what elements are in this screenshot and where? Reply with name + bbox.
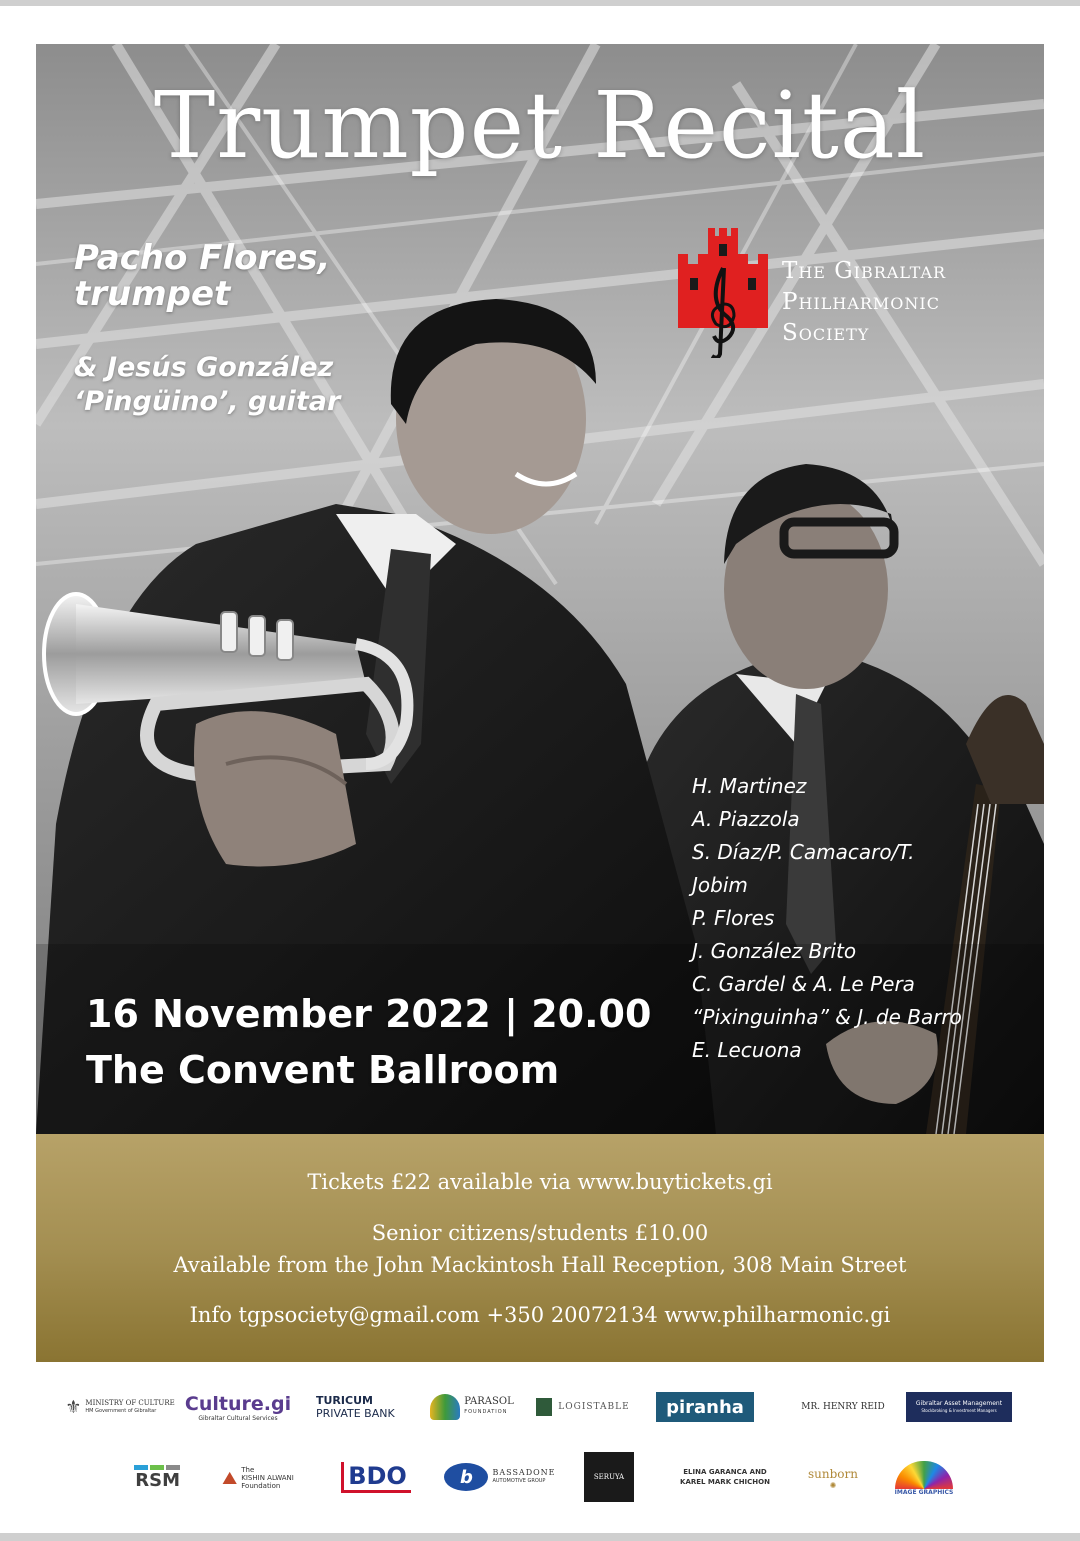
rsm-name: RSM: [135, 1470, 180, 1491]
bdo-name: BDO: [341, 1462, 411, 1493]
parasol-name: PARASOL: [464, 1396, 514, 1407]
composer-item: Jobim: [692, 873, 748, 897]
turicum-subtitle: PRIVATE BANK: [316, 1407, 395, 1420]
composer-item: H. Martinez: [692, 774, 807, 798]
performer-instrument: trumpet: [74, 274, 231, 314]
sponsor-logos: [0, 1380, 1080, 1520]
poster: [36, 44, 1044, 1362]
sunborn-emblem-icon: ✺: [829, 1480, 837, 1490]
piranha-name: piranha: [666, 1396, 744, 1418]
performer-name: Pacho Flores,: [74, 238, 331, 278]
performers-photo: [36, 44, 1044, 1134]
kishin-subtitle: Foundation: [241, 1482, 281, 1490]
composer-item: S. Díaz/P. Camacaro/T.: [692, 840, 915, 864]
accompanist-instrument: ‘Pingüino’, guitar: [74, 386, 341, 417]
concession-price: Senior citizens/students £10.00: [371, 1221, 709, 1245]
turicum-name: TURICUM: [316, 1394, 373, 1407]
parasol-foundation-logo: [424, 1390, 520, 1424]
garanca-line-1: ELINA GARANCA AND: [683, 1468, 767, 1476]
society-line-1: The Gibraltar: [782, 258, 947, 284]
event-date-time: 16 November 2022 | 20.00: [86, 992, 652, 1036]
gam-subtitle: Stockbroking & Investment Managers: [921, 1408, 997, 1413]
bassadone-name: BASSADONE: [492, 1468, 556, 1477]
rsm-logo: [102, 1460, 180, 1496]
society-line-2: Philharmonic: [782, 289, 940, 315]
society-name: [782, 256, 946, 349]
image-graphics-name: IMAGE GRAPHICS: [894, 1488, 954, 1496]
composer-item: “Pixinguinha” & J. de Barro: [692, 1005, 962, 1029]
henry-reid-logo: [788, 1394, 898, 1420]
gibraltar-asset-management-logo: [906, 1392, 1012, 1422]
kishin-name: KISHIN ALWANI: [241, 1474, 294, 1482]
ticket-info-band: [36, 1134, 1044, 1362]
ticket-availability: Available from the John Mackintosh Hall Reception, 308 Main Street: [173, 1253, 907, 1277]
composer-item: A. Piazzola: [692, 807, 800, 831]
parasol-icon: [430, 1394, 460, 1420]
logistable-icon: [536, 1398, 552, 1416]
culture-gi-logo: [184, 1390, 292, 1424]
piranha-logo: [656, 1392, 754, 1422]
accompanist: [74, 351, 340, 419]
society-line-3: Society: [782, 320, 870, 346]
logistable-name: LOGISTABLE: [558, 1402, 630, 1412]
accompanist-name: & Jesús González: [74, 352, 334, 383]
composer-item: C. Gardel & A. Le Pera: [692, 972, 915, 996]
bdo-logo: [340, 1460, 412, 1494]
page-title: Trumpet Recital: [153, 72, 927, 179]
logistable-logo: [534, 1394, 632, 1420]
society-logo: [678, 228, 1018, 358]
culture-gi-subtitle: Gibraltar Cultural Services: [198, 1414, 278, 1422]
turicum-logo: [316, 1392, 400, 1422]
composer-item: P. Flores: [692, 906, 775, 930]
composer-item: E. Lecuona: [692, 1038, 802, 1062]
mountain-icon: ⛰: [222, 1467, 238, 1489]
parasol-subtitle: FOUNDATION: [464, 1409, 508, 1415]
event-venue: The Convent Ballroom: [86, 1048, 560, 1092]
bassadone-icon: b: [444, 1463, 488, 1491]
bottom-border: [0, 1533, 1080, 1541]
featured-performer: [74, 240, 330, 312]
henry-reid-name: MR. HENRY REID: [801, 1402, 885, 1412]
ministry-subtitle: HM Government of Gibraltar: [85, 1408, 157, 1414]
ticket-price: Tickets £22 available via www.buytickets.gi: [307, 1170, 773, 1194]
bassadone-subtitle: AUTOMOTIVE GROUP: [492, 1478, 546, 1484]
seruya-name: SERUYA: [593, 1473, 625, 1481]
seruya-logo: [584, 1452, 634, 1502]
kishin-prefix: The: [241, 1466, 255, 1474]
ministry-of-culture-logo: [64, 1392, 176, 1422]
image-graphics-logo: [888, 1454, 960, 1502]
kishin-alwani-foundation-logo: [210, 1456, 306, 1500]
garanca-chichon-logo: [664, 1462, 786, 1492]
top-border: [0, 0, 1080, 6]
composer-list: [692, 770, 962, 1067]
culture-gi-name: Culture.gi: [184, 1392, 292, 1415]
sunborn-logo: [800, 1458, 866, 1498]
rainbow-fan-icon: [895, 1461, 953, 1489]
garanca-line-2: KAREL MARK CHICHON: [680, 1478, 770, 1486]
ministry-name: MINISTRY OF CULTURE: [85, 1399, 175, 1407]
contact-info: Info tgpsociety@gmail.com +350 20072134 www.philharmonic.gi: [189, 1303, 891, 1327]
sunborn-name: sunborn: [808, 1466, 858, 1481]
gam-name: Gibraltar Asset Management: [915, 1400, 1003, 1407]
composer-item: J. González Brito: [692, 939, 857, 963]
castle-clef-emblem: [678, 228, 768, 358]
coat-of-arms-icon: ⚜: [65, 1396, 82, 1418]
bassadone-logo: [438, 1460, 562, 1494]
